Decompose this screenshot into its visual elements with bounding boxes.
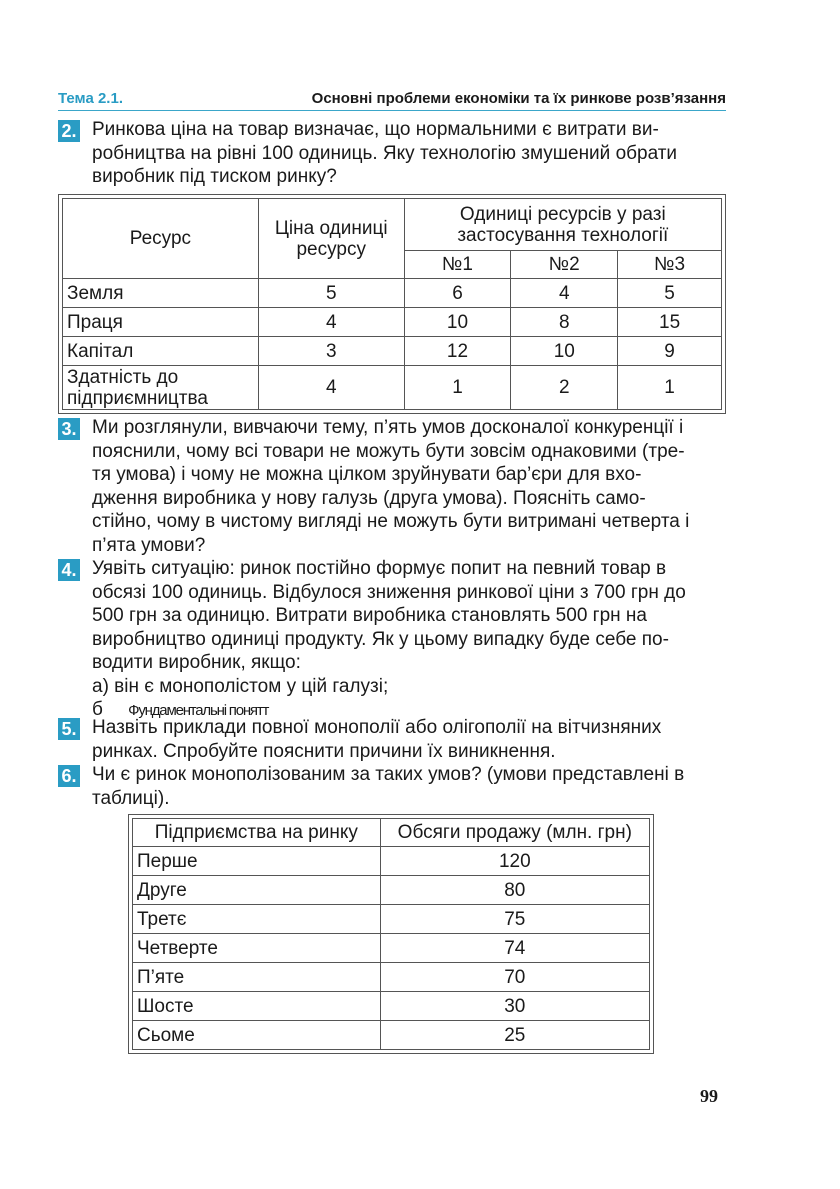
cell-resource: Праця xyxy=(63,308,259,337)
topic-label: Тема 2.1. xyxy=(58,90,123,107)
header-price: Ціна одиниці ресурсу xyxy=(258,199,404,279)
task-text xyxy=(92,416,726,557)
cell-enterprise: Перше xyxy=(133,847,381,876)
cell-tech-1: 1 xyxy=(404,366,511,410)
resource-table xyxy=(58,194,726,414)
text-line: п’ята умови? xyxy=(92,534,206,556)
cell-tech-3: 15 xyxy=(618,308,722,337)
text-line: пояснили, чому всі товари не можуть бути зовсім однаковими (тре- xyxy=(92,440,685,462)
cell-sales: 75 xyxy=(380,905,649,934)
cell-enterprise: Шосте xyxy=(133,992,381,1021)
cell-enterprise: Четверте xyxy=(133,934,381,963)
table-row xyxy=(133,963,650,992)
task-3 xyxy=(58,416,726,557)
table-row xyxy=(133,847,650,876)
cell-enterprise: П’яте xyxy=(133,963,381,992)
cell-tech-1: 6 xyxy=(404,279,511,308)
cell-resource: Здатність до підприємництва xyxy=(63,366,259,410)
cell-sales: 30 xyxy=(380,992,649,1021)
cell-enterprise: Друге xyxy=(133,876,381,905)
task-2 xyxy=(58,118,726,189)
text-line: водити виробник, якщо: xyxy=(92,652,301,673)
text-line: Ринкова ціна на товар визначає, що нормальними є витрати ви- xyxy=(92,119,659,140)
task-number: 6. xyxy=(58,765,80,787)
task-5 xyxy=(58,716,726,763)
text-line: таблиці). xyxy=(92,787,170,809)
text-line: а) він є монополістом у цій галузі; xyxy=(92,675,389,697)
cell-tech-3: 1 xyxy=(618,366,722,410)
item-b-prefix: б xyxy=(92,699,103,720)
header-tech-3: №3 xyxy=(618,251,722,279)
task-text xyxy=(92,557,726,723)
cell-price: 3 xyxy=(258,337,404,366)
chapter-title: Основні проблеми економіки та їх ринкове розв’язання xyxy=(311,90,726,107)
header-tech-1: №1 xyxy=(404,251,511,279)
cell-sales: 74 xyxy=(380,934,649,963)
text-line: дження виробника у нову галузь (друга умова). Поясніть само- xyxy=(92,487,646,509)
text-line: 500 грн за одиницю. Витрати виробника становлять 500 грн на xyxy=(92,605,647,626)
task-text xyxy=(92,118,726,189)
table-row xyxy=(63,366,722,410)
task-4 xyxy=(58,557,726,723)
cell-sales: 25 xyxy=(380,1021,649,1050)
text-line: обсязі 100 одиниць. Відбулося зниження ринкової ціни з 700 грн до xyxy=(92,581,686,603)
table-row xyxy=(133,876,650,905)
table-row xyxy=(63,337,722,366)
cell-sales: 80 xyxy=(380,876,649,905)
task-text xyxy=(92,716,726,763)
cell-price: 4 xyxy=(258,366,404,410)
running-header xyxy=(58,90,726,111)
header-sales: Обсяги продажу (млн. грн) xyxy=(380,819,649,847)
cell-resource: Земля xyxy=(63,279,259,308)
cell-price: 4 xyxy=(258,308,404,337)
table-row xyxy=(133,934,650,963)
sales-table xyxy=(128,814,654,1054)
header-enterprise: Підприємства на ринку xyxy=(133,819,381,847)
text-line: Уявіть ситуацію: ринок постійно формує попит на певний товар в xyxy=(92,558,667,579)
cell-resource: Капітал xyxy=(63,337,259,366)
task-text xyxy=(92,763,726,810)
cell-tech-3: 5 xyxy=(618,279,722,308)
table-row xyxy=(63,279,722,308)
text-line: стійно, чому в чистому вигляді не можуть бути витримані четверта і xyxy=(92,511,690,532)
cell-tech-2: 2 xyxy=(511,366,618,410)
item-b-text: Фундаментальні понятт xyxy=(128,702,269,719)
page-number: 99 xyxy=(700,1086,718,1106)
text-line: робництва на рівні 100 одиниць. Яку технологію змушений обрати xyxy=(92,142,678,164)
table-row xyxy=(63,308,722,337)
text-line: тя умова) і чому не можна цілком зруйнувати бар’єри для вхо- xyxy=(92,464,642,485)
text-line: виробництво одиниці продукту. Як у цьому випадку буде себе по- xyxy=(92,628,669,650)
cell-sales: 120 xyxy=(380,847,649,876)
table-row xyxy=(133,992,650,1021)
cell-price: 5 xyxy=(258,279,404,308)
cell-tech-3: 9 xyxy=(618,337,722,366)
task-number: 3. xyxy=(58,418,80,440)
table-row xyxy=(133,905,650,934)
cell-sales: 70 xyxy=(380,963,649,992)
text-line: Чи є ринок монополізованим за таких умов? (умови представлені в xyxy=(92,764,685,785)
cell-tech-2: 8 xyxy=(511,308,618,337)
cell-tech-2: 10 xyxy=(511,337,618,366)
cell-tech-1: 10 xyxy=(404,308,511,337)
task-6 xyxy=(58,763,726,810)
text-line: Назвіть приклади повної монополії або олігополії на вітчизняних xyxy=(92,717,662,738)
cell-enterprise: Третє xyxy=(133,905,381,934)
header-units: Одиниці ресурсів у разі застосування технології xyxy=(404,199,721,251)
text-line: Ми розглянули, вивчаючи тему, п’ять умов досконалої конкуренції і xyxy=(92,417,684,438)
task-number: 4. xyxy=(58,559,80,581)
task-number: 2. xyxy=(58,120,80,142)
header-tech-2: №2 xyxy=(511,251,618,279)
table-row xyxy=(133,1021,650,1050)
text-line: виробник під тиском ринку? xyxy=(92,166,337,187)
cell-tech-2: 4 xyxy=(511,279,618,308)
header-resource: Ресурс xyxy=(63,199,259,279)
task-number: 5. xyxy=(58,718,80,740)
cell-enterprise: Сьоме xyxy=(133,1021,381,1050)
cell-tech-1: 12 xyxy=(404,337,511,366)
text-line: ринках. Спробуйте пояснити причини їх виникнення. xyxy=(92,740,556,762)
